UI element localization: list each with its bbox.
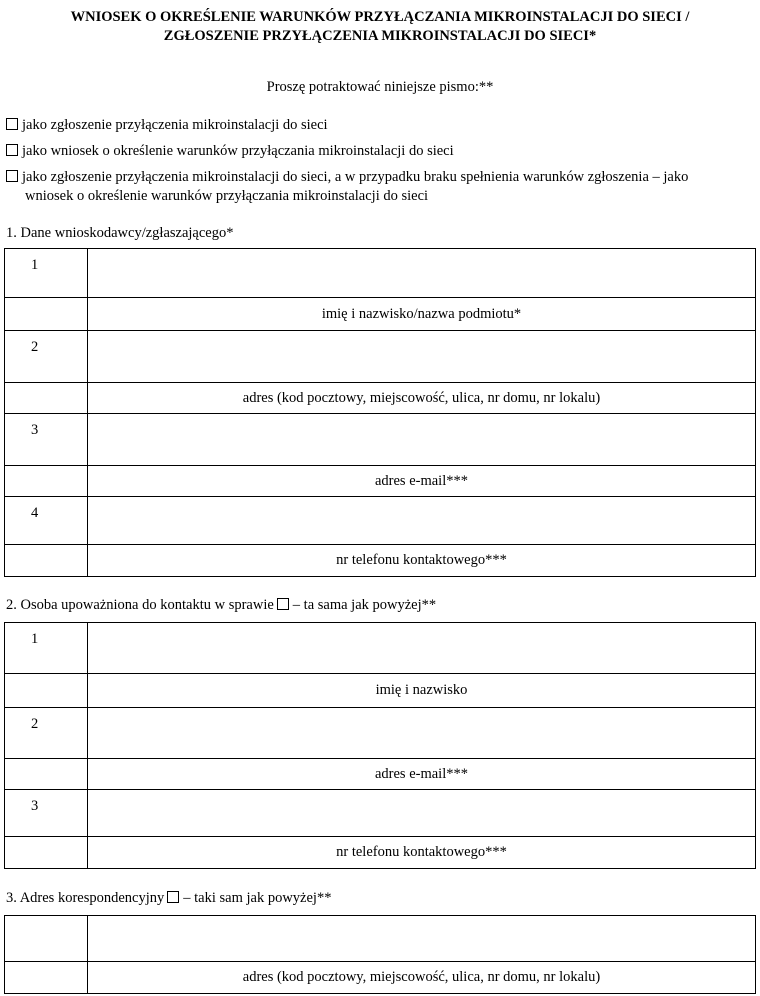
option-2-checkbox[interactable] — [6, 144, 18, 156]
form-title-line-1: WNIOSEK O OKREŚLENIE WARUNKÓW PRZYŁĄCZANIA MIKROINSTALACJI DO SIECI / — [70, 9, 690, 25]
section-3-heading — [6, 889, 331, 908]
section-3-heading-text: 3. Adres korespondencyjny — [6, 890, 165, 906]
row-number — [5, 916, 88, 962]
option-3-label: jako zgłoszenie przyłączenia mikroinstalacji do sieci, a w przypadku braku spełnienia warunków zgłoszenia – jako — [22, 169, 689, 185]
row-number-spacer — [5, 383, 88, 414]
applicant-phone-field[interactable] — [88, 497, 756, 545]
option-1[interactable] — [6, 116, 328, 135]
row-number-spacer — [5, 962, 88, 994]
row-number-spacer — [5, 466, 88, 497]
section-3-heading-suffix: – taki sam jak powyżej** — [183, 890, 332, 906]
intro-text: Proszę potraktować niniejsze pismo:** — [266, 79, 494, 95]
applicant-name-field[interactable] — [88, 249, 756, 298]
row-number-spacer — [5, 545, 88, 577]
field-label: nr telefonu kontaktowego*** — [88, 545, 756, 577]
field-label: adres (kod pocztowy, miejscowość, ulica, nr domu, nr lokalu) — [88, 962, 756, 994]
row-number: 2 — [5, 331, 88, 383]
row-number-spacer — [5, 759, 88, 790]
same-address-checkbox[interactable] — [167, 891, 179, 903]
field-label: nr telefonu kontaktowego*** — [88, 837, 756, 869]
section-2-heading — [6, 596, 436, 615]
row-number-spacer — [5, 837, 88, 869]
contact-phone-field[interactable] — [88, 790, 756, 837]
row-number: 1 — [5, 623, 88, 674]
correspondence-address-field[interactable] — [88, 916, 756, 962]
correspondence-address-table — [4, 915, 756, 994]
row-number-spacer — [5, 298, 88, 331]
section-1-heading: 1. Dane wnioskodawcy/zgłaszającego* — [6, 225, 234, 241]
section-2-heading-text: 2. Osoba upoważniona do kontaktu w sprawie — [6, 597, 274, 613]
applicant-data-table — [4, 248, 756, 577]
option-1-checkbox[interactable] — [6, 118, 18, 130]
option-3[interactable] — [6, 168, 688, 187]
field-label: adres e-mail*** — [88, 759, 756, 790]
row-number: 2 — [5, 708, 88, 759]
field-label: imię i nazwisko/nazwa podmiotu* — [88, 298, 756, 331]
row-number: 1 — [5, 249, 88, 298]
field-label: adres (kod pocztowy, miejscowość, ulica, nr domu, nr lokalu) — [88, 383, 756, 414]
row-number-spacer — [5, 674, 88, 708]
option-2-label: jako wniosek o określenie warunków przyłączania mikroinstalacji do sieci — [22, 143, 454, 159]
option-1-label: jako zgłoszenie przyłączenia mikroinstalacji do sieci — [22, 117, 328, 133]
field-label: imię i nazwisko — [88, 674, 756, 708]
field-label: adres e-mail*** — [88, 466, 756, 497]
option-3-label-continued: wniosek o określenie warunków przyłączania mikroinstalacji do sieci — [25, 188, 429, 204]
applicant-address-field[interactable] — [88, 331, 756, 383]
option-3-checkbox[interactable] — [6, 170, 18, 182]
contact-email-field[interactable] — [88, 708, 756, 759]
applicant-email-field[interactable] — [88, 414, 756, 466]
row-number: 3 — [5, 790, 88, 837]
contact-name-field[interactable] — [88, 623, 756, 674]
same-as-above-checkbox[interactable] — [277, 598, 289, 610]
section-2-heading-suffix: – ta sama jak powyżej** — [292, 597, 437, 613]
row-number: 4 — [5, 497, 88, 545]
row-number: 3 — [5, 414, 88, 466]
option-2[interactable] — [6, 142, 454, 161]
form-title-line-2: ZGŁOSZENIE PRZYŁĄCZENIA MIKROINSTALACJI DO SIECI* — [163, 28, 597, 44]
contact-person-table — [4, 622, 756, 869]
